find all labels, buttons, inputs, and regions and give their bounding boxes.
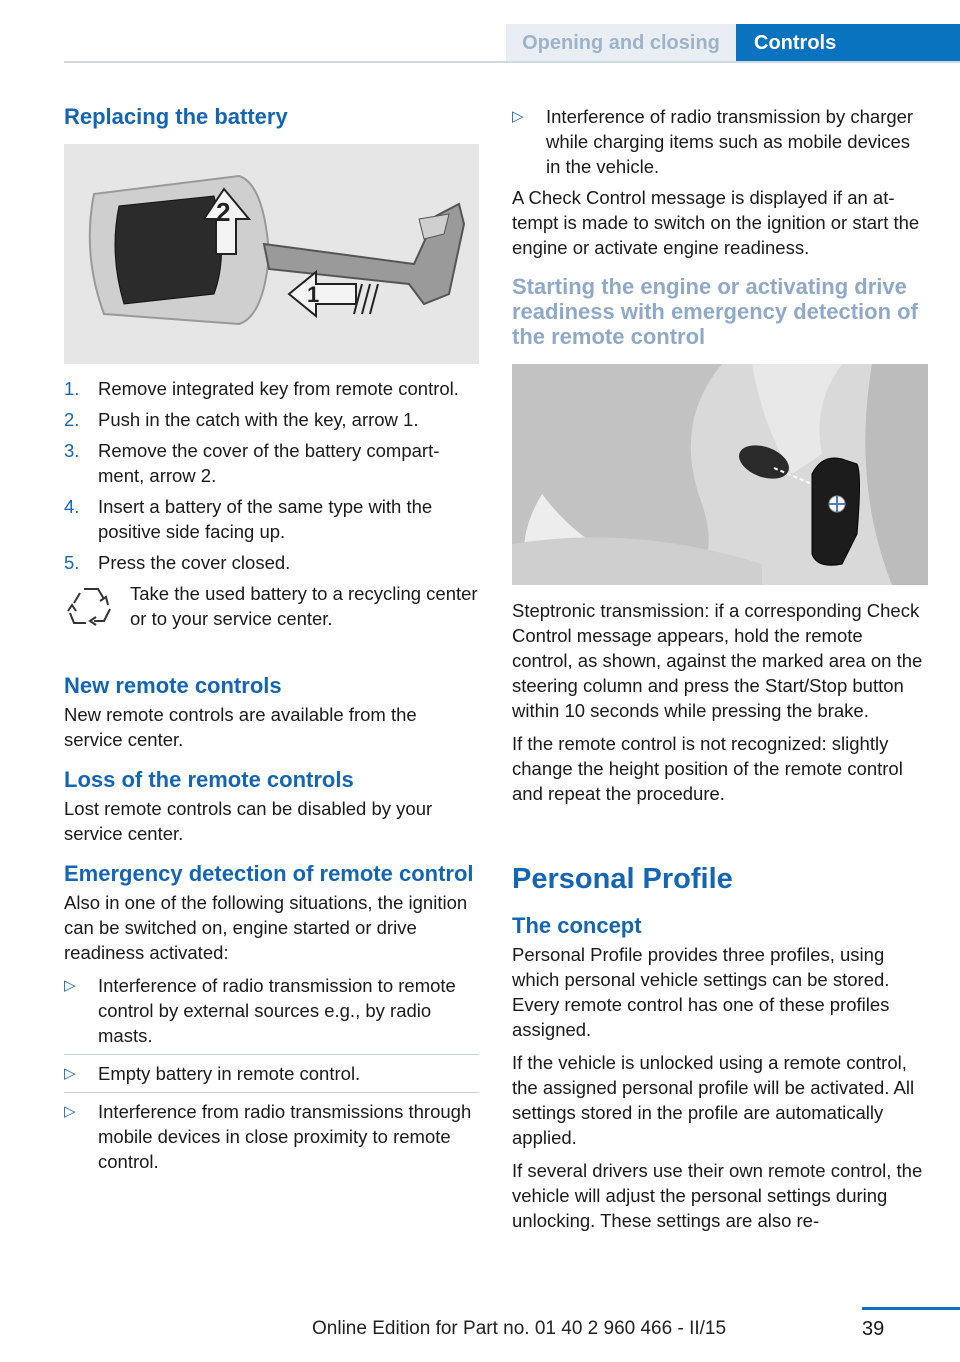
heading-personal-profile: Personal Profile [512, 863, 733, 895]
list-item: ▷ Interference from radio transmissions through mobile devices in close proximity to remote control. [64, 1101, 472, 1172]
list-item: ▷ Interference of radio transmission to remote control by external sources e.g., by radio masts. [64, 975, 456, 1046]
battery-steps-list [64, 376, 479, 575]
emergency-situations-list [64, 973, 479, 1174]
paragraph: Steptronic transmission: if a corresponding Check Control message appears, hold the remote control, as shown, against the marked area on the steering column and press the Start/Stop button within 10 seconds while pressing the brake. [512, 600, 923, 721]
paragraph: Lost remote controls can be disabled by your service center. [64, 798, 433, 844]
svg-text:2: 2 [216, 197, 231, 227]
steering-column-key-illustration [512, 364, 928, 585]
footer-divider [862, 1307, 960, 1310]
tab-controls[interactable]: Controls [736, 24, 960, 62]
list-item: 3. Remove the cover of the battery compartment, arrow 2. [64, 440, 440, 486]
bullet-divider [64, 1092, 479, 1093]
page-number: 39 [862, 1318, 885, 1340]
bullet-divider [64, 1054, 479, 1055]
list-item: 2. Push in the catch with the key, arrow 1. [64, 409, 419, 430]
paragraph: If several drivers use their own remote control, the vehicle will adjust the personal settings during unlocking. These settings are also re- [512, 1160, 923, 1231]
list-item: 5. Press the cover closed. [64, 552, 291, 573]
heading-loss-remote-controls: Loss of the remote controls [64, 767, 354, 792]
heading-starting-engine-emergency: Starting the engine or activating drive readiness with emergency detection of the remote control [512, 274, 918, 349]
paragraph: Also in one of the following situations, the ignition can be switched on, engine started or drive readiness activated: [64, 892, 468, 963]
list-item: 4. Insert a battery of the same type with the positive side facing up. [64, 496, 433, 542]
paragraph: New remote controls are available from the service center. [64, 704, 417, 750]
list-item: 1. Remove integrated key from remote control. [64, 378, 459, 399]
heading-emergency-detection: Emergency detection of remote control [64, 861, 474, 886]
recycling-note-text: Take the used battery to a recycling center or to your service center. [130, 583, 478, 629]
list-item: ▷ Empty battery in remote control. [64, 1063, 361, 1084]
triangle-bullet-icon: ▷ [512, 108, 524, 125]
paragraph: If the vehicle is unlocked using a remote control, the assigned personal profile will be activated. All settings stored in the profile are automatically applied. [512, 1052, 915, 1148]
list-item: ▷ Interference of radio transmission by charger while charging items such as mobile devices in the vehicle. [512, 106, 914, 177]
header-divider [64, 61, 960, 63]
edition-footer: Online Edition for Part no. 01 40 2 960 466 - II/15 [312, 1318, 727, 1339]
triangle-bullet-icon: ▷ [64, 977, 76, 994]
left-column [64, 100, 479, 1174]
recycling-note [64, 581, 479, 640]
tab-opening-and-closing[interactable]: Opening and closing [506, 24, 736, 62]
paragraph: A Check Control message is displayed if an attempt is made to switch on the ignition or start the engine or activate engine readiness. [512, 187, 920, 258]
steering-column-illustration [512, 364, 928, 585]
triangle-bullet-icon: ▷ [64, 1065, 76, 1082]
svg-text:1: 1 [307, 282, 320, 307]
battery-replacement-illustration [64, 144, 479, 364]
remote-key-illustration [64, 144, 479, 364]
triangle-bullet-icon: ▷ [64, 1103, 76, 1120]
paragraph: If the remote control is not recognized: slightly change the height position of the remote control and repeat the procedure. [512, 733, 903, 804]
right-column [512, 100, 928, 1233]
recycle-icon [64, 581, 130, 640]
heading-the-concept: The concept [512, 913, 642, 938]
radio-interference-list [512, 104, 928, 179]
paragraph: Personal Profile provides three profiles, using which personal vehicle settings can be stored. Every remote control has one of these profiles assigned. [512, 944, 890, 1040]
heading-replacing-battery: Replacing the battery [64, 104, 288, 129]
heading-new-remote-controls: New remote controls [64, 673, 282, 698]
